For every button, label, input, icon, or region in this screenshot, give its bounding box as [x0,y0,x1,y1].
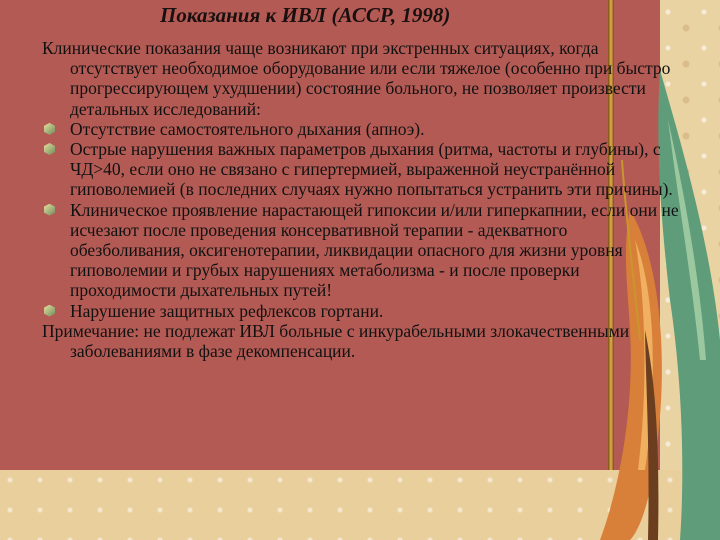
list-item-text: Нарушение защитных рефлексов гортани. [70,300,384,321]
intro-paragraph: Клинические показания чаще возникают при экстренных ситуациях, когда отсутствует необходимое оборудование или если тяжелое (особенно при быстро прогрессирующем ухудшении) состояние больного, не позволяет произвести детальных исследований: [42,38,671,119]
list-item [42,301,682,321]
bullet-icon [44,123,55,135]
list-item-text: Клиническое проявление нарастающей гипоксии и/или гиперкапнии, если они не исчезают после проведения консервативной терапии - адекватного обезболивания, оксигенотерапии, ликвидации опасного для жизни уровня гиповолемии и грубых нарушениях метаболизма - и после проверки проходимости дыхательных путей! [70,199,679,301]
list-item [42,119,682,139]
bullet-icon [44,204,55,216]
slide-title: Показания к ИВЛ (АССР, 1998) [160,3,451,27]
content-body [42,38,682,361]
list-item [42,200,682,301]
bullet-icon [44,143,55,155]
bullet-icon [44,305,55,317]
list-item-text: Отсутствие самостоятельного дыхания (апноэ). [70,118,425,139]
list-item [42,139,682,200]
note-paragraph: Примечание: не подлежат ИВЛ больные с инкурабельными злокачественными заболеваниями в фазе декомпенсации. [42,320,630,362]
list-item-text: Острые нарушения важных параметров дыхания (ритма, частоты и глубины), с ЧД>40, если оно не связано с гипертермией, выраженной неустранённой гиповолемией (в последних случаях нужно попытаться устранить эти причины). [70,139,673,200]
